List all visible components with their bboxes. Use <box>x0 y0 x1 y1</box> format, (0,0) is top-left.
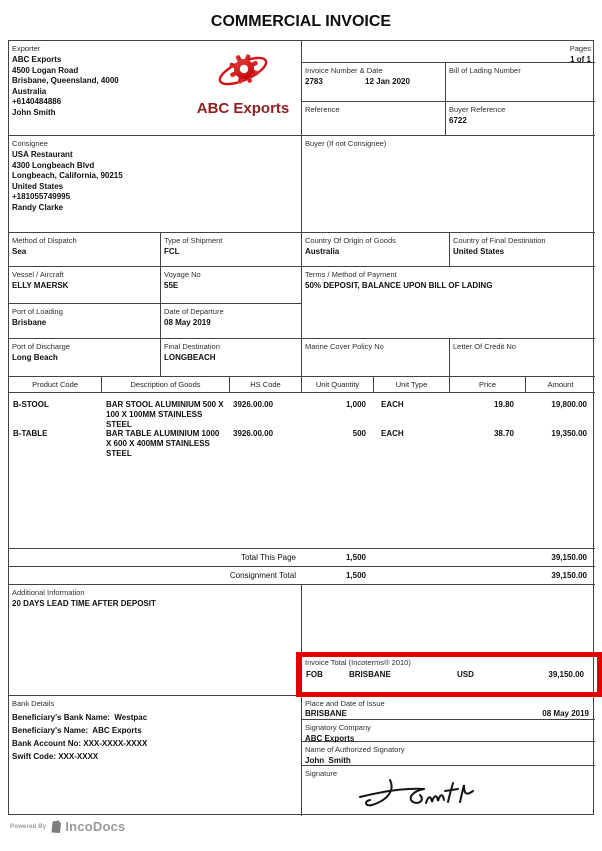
consignment-total-row: Consignment Total 1,500 39,150.00 <box>9 567 595 585</box>
terms-of-payment-cell: Terms / Method of Payment 50% DEPOSIT, BALANCE UPON BILL OF LADING <box>302 267 595 339</box>
consignee-section: Consignee USA Restaurant 4300 Longbeach Blvd Longbeach, California, 90215 United States +181055749995 Randy Clarke <box>9 136 302 233</box>
incoterm-place: BRISBANE <box>349 670 391 679</box>
signatory-company-cell: Signatory Company ABC Exports <box>302 720 595 742</box>
exporter-section <box>9 41 302 136</box>
pages-cell <box>302 41 595 63</box>
powered-by-text: Powered By <box>10 823 47 830</box>
port-of-loading-cell: Port of Loading Brisbane <box>9 304 161 339</box>
buyer-value <box>302 148 595 150</box>
exporter-address: ABC Exports 4500 Logan Road Brisbane, Queensland, 4000 Australia +6140484886 John Smith <box>12 55 119 117</box>
voyage-no-cell: Voyage No 55E <box>161 267 302 304</box>
bank-details-lines: Beneficiary's Bank Name: Westpac Beneficiary's Name: ABC Exports Bank Account No: XXX-XXXX-XXXX Swift Code: XXX-XXXX <box>12 713 148 761</box>
gear-icon <box>216 47 270 93</box>
place-date-of-issue-cell: Place and Date of Issue BRISBANE 08 May 2019 <box>302 696 595 720</box>
bank-details-section: Bank Details Beneficiary's Bank Name: Westpac Beneficiary's Name: ABC Exports Bank Account No: XXX-XXXX-XXXX Swift Code: XXX-XXXX <box>9 696 302 816</box>
bill-of-lading-value <box>446 75 595 77</box>
total-this-page-row: Total This Page 1,500 39,150.00 <box>9 549 595 567</box>
company-logo <box>184 47 302 117</box>
country-of-origin-cell: Country Of Origin of Goods Australia <box>302 233 450 267</box>
incodocs-icon <box>49 820 62 834</box>
col-header-product-code: Product Code <box>9 377 102 393</box>
powered-by-footer <box>10 819 125 834</box>
reference-cell: Reference <box>302 102 446 136</box>
col-header-hs-code: HS Code <box>230 377 302 393</box>
buyer-reference-cell: Buyer Reference 6722 <box>446 102 595 136</box>
letter-of-credit-cell: Letter Of Credit No <box>450 339 595 377</box>
col-header-amount: Amount <box>526 377 595 393</box>
issue-date: 08 May 2019 <box>542 709 589 718</box>
invoice-number-cell: Invoice Number & Date 2783 12 Jan 2020 <box>302 63 446 102</box>
page-title: COMMERCIAL INVOICE <box>210 13 392 30</box>
table-row: B-STOOL BAR STOOL ALUMINIUM 500 X 100 X 100MM STAINLESS STEEL 3926.00.00 1,000 EACH 19.80 19,800.00 <box>13 400 587 429</box>
method-of-dispatch-cell: Method of Dispatch Sea <box>9 233 161 267</box>
buyer-section: Buyer (If not Consignee) <box>302 136 595 233</box>
exporter-label: Exporter <box>12 44 41 53</box>
incoterm: FOB <box>306 670 323 679</box>
marine-cover-policy-cell: Marine Cover Policy No <box>302 339 450 377</box>
signature-image <box>356 775 476 813</box>
col-header-unit-quantity: Unit Quantity <box>302 377 374 393</box>
col-header-unit-type: Unit Type <box>374 377 450 393</box>
port-of-discharge-cell: Port of Discharge Long Beach <box>9 339 161 377</box>
bill-of-lading-cell: Bill of Lading Number <box>446 63 595 102</box>
pages-value: 1 of 1 <box>570 55 591 64</box>
col-header-price: Price <box>450 377 526 393</box>
signature-cell: Signature <box>302 766 595 816</box>
authorized-signatory-cell: Name of Authorized Signatory John Smith <box>302 742 595 766</box>
final-destination-cell: Final Destination LONGBEACH <box>161 339 302 377</box>
col-header-description: Description of Goods <box>102 377 230 393</box>
vessel-cell: Vessel / Aircraft ELLY MAERSK <box>9 267 161 304</box>
invoice-document <box>8 40 594 815</box>
incodocs-brand-text: IncoDocs <box>65 819 126 834</box>
currency: USD <box>457 670 474 679</box>
pages-label: Pages <box>569 44 591 53</box>
additional-information-section: Additional Information 20 DAYS LEAD TIME AFTER DEPOSIT <box>9 585 302 696</box>
table-row: B-TABLE BAR TABLE ALUMINIUM 1000 X 600 X 400MM STAINLESS STEEL 3926.00.00 500 EACH 38.70 19,350.00 <box>13 429 587 458</box>
invoice-number: 2783 <box>305 77 323 86</box>
invoice-date: 12 Jan 2020 <box>365 77 410 86</box>
reference-value <box>302 114 445 116</box>
issue-place: BRISBANE <box>305 709 347 718</box>
type-of-shipment-cell: Type of Shipment FCL <box>161 233 302 267</box>
items-table-body <box>9 393 595 549</box>
consignee-address: USA Restaurant 4300 Longbeach Blvd Longbeach, California, 90215 United States +181055749995 Randy Clarke <box>12 150 123 212</box>
date-of-departure-cell: Date of Departure 08 May 2019 <box>161 304 302 339</box>
buyer-reference-value: 6722 <box>449 116 467 125</box>
invoice-total-amount: 39,150.00 <box>548 670 584 679</box>
country-of-destination-cell: Country of Final Destination United States <box>450 233 595 267</box>
invoice-total-section: Invoice Total (Incoterms® 2010) FOB BRISBANE USD 39,150.00 <box>302 654 595 696</box>
logo-text: ABC Exports <box>196 100 290 117</box>
